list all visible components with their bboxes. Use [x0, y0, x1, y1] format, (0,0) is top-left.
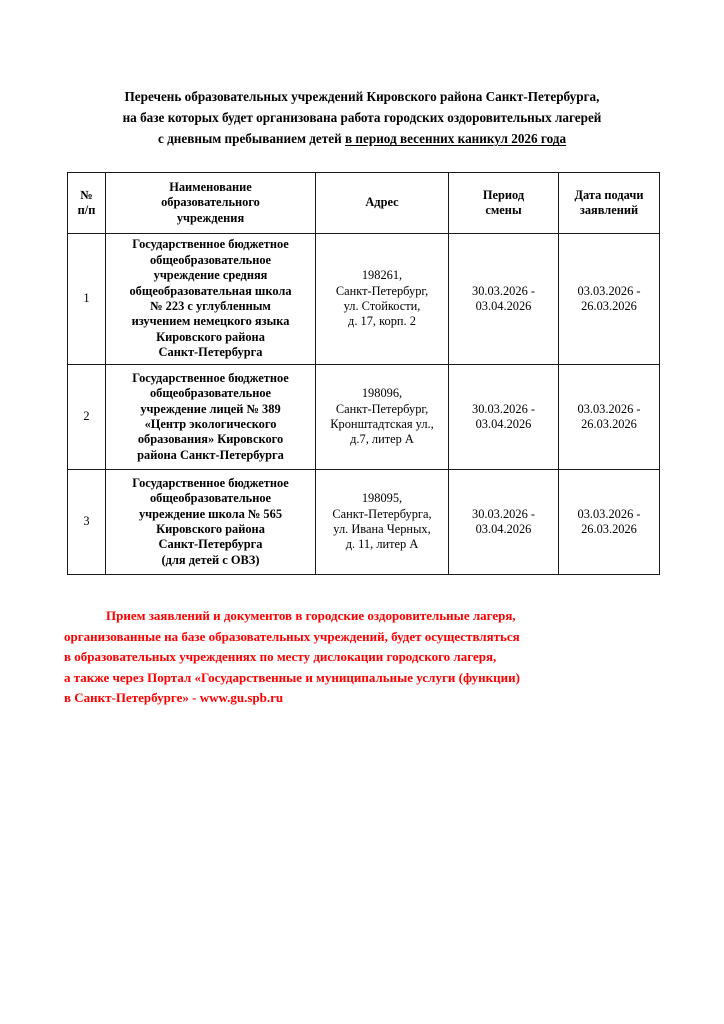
institution-name-line: учреждение средняя: [153, 268, 268, 283]
period-line: 03.04.2026: [475, 299, 532, 313]
table-row: [68, 365, 660, 470]
institution-name: [106, 234, 316, 365]
header-name-line3: учреждения: [176, 210, 245, 225]
header-period-line2: смены: [485, 203, 522, 217]
application-date: [559, 365, 660, 470]
application-date: [559, 234, 660, 365]
institution-name-line: Санкт-Петербурга: [158, 345, 263, 360]
header-num-line2: п/п: [77, 203, 96, 217]
shift-period: [449, 234, 559, 365]
institution-name-line: изучением немецкого языка: [131, 314, 290, 329]
address-line: д. 11, литер А: [345, 537, 419, 552]
header-name-line1: Наименование: [169, 179, 252, 194]
notice-line: а также через Портал «Государственные и муниципальные услуги (функции): [64, 669, 520, 685]
institution-name-line: «Центр экологического: [144, 417, 277, 431]
address-line: д. 17, корп. 2: [348, 314, 416, 329]
row-number: 2: [68, 365, 106, 470]
address-line: ул. Ивана Черных,: [333, 522, 431, 536]
shift-period: [449, 470, 559, 575]
shift-period: [449, 365, 559, 470]
period-line: 03.04.2026: [475, 417, 532, 431]
appdate-line: 03.03.2026 -: [577, 283, 641, 298]
institution-address: [316, 365, 449, 470]
period-line: 30.03.2026 -: [472, 506, 535, 521]
application-date: [559, 470, 660, 575]
notice-line: в образовательных учреждениях по месту дислокации городского лагеря,: [64, 649, 497, 664]
period-line: 30.03.2026 -: [472, 283, 535, 298]
notice-line-text: Прием заявлений и документов в городские оздоровительные лагеря,: [106, 608, 516, 623]
address-line: Кронштадтская ул.,: [330, 417, 434, 431]
header-name-line2: образовательного: [161, 195, 260, 210]
header-appdate: [559, 173, 660, 234]
header-num: [68, 173, 106, 234]
institution-name-line: образования» Кировского: [137, 432, 284, 447]
institution-name-line: Государственное бюджетное: [132, 475, 289, 490]
header-address: Адрес: [316, 173, 449, 234]
institution-name-line: Кировского района: [156, 522, 265, 536]
table-header-row: [68, 173, 660, 234]
institution-name-line: Государственное бюджетное: [132, 370, 289, 385]
institution-name: [106, 470, 316, 575]
institution-name-line: Государственное бюджетное: [132, 237, 289, 252]
appdate-line: 03.03.2026 -: [577, 506, 641, 521]
institution-name-line: № 223 с углубленным: [150, 299, 271, 313]
address-line: Санкт-Петербург,: [335, 401, 429, 416]
address-line: 198095,: [361, 491, 403, 506]
institution-name-line: Кировского района: [156, 329, 265, 344]
institution-name-line: Санкт-Петербурга: [158, 537, 263, 552]
title-underlined-tail: в период весенних каникул 2026 года: [345, 131, 567, 146]
notice-line-url: в Санкт-Петербурге» - www.gu.spb.ru: [64, 690, 284, 705]
notice-line: [64, 606, 661, 627]
appdate-line: 03.03.2026 -: [577, 401, 641, 416]
title-line-3: [62, 128, 662, 149]
appdate-line: 26.03.2026: [581, 522, 637, 536]
notice-line: организованные на базе образовательных учреждений, будет осуществляться: [64, 628, 520, 644]
institution-name: [106, 365, 316, 470]
header-appdate-line2: заявлений: [579, 203, 639, 217]
institutions-table: [67, 172, 660, 575]
address-line: 198096,: [361, 386, 403, 401]
header-name: [106, 173, 316, 234]
period-line: 03.04.2026: [475, 522, 532, 536]
row-number: 3: [68, 470, 106, 575]
institution-name-line: учреждение школа № 565: [138, 506, 283, 521]
institution-name-line: общеобразовательное: [149, 386, 272, 401]
row-number: 1: [68, 234, 106, 365]
appdate-line: 26.03.2026: [581, 417, 637, 431]
institution-name-line: (для детей с ОВЗ): [161, 552, 260, 567]
notice-paragraph: [64, 606, 661, 709]
page-title: [62, 86, 662, 149]
institutions-table-wrap: [67, 172, 659, 575]
table-row: [68, 470, 660, 575]
institution-name-line: района Санкт-Петербурга: [137, 447, 284, 462]
institution-name-line: общеобразовательное: [149, 491, 272, 506]
header-num-line1: №: [80, 187, 93, 202]
title-line-2: на базе которых будет организована работа городских оздоровительных лагерей: [122, 110, 602, 125]
address-line: Санкт-Петербург,: [335, 283, 429, 298]
address-line: д.7, литер А: [350, 432, 414, 447]
institution-name-line: общеобразовательная школа: [129, 283, 292, 298]
header-period-line1: Период: [482, 187, 525, 202]
header-appdate-line1: Дата подачи: [574, 187, 644, 202]
period-line: 30.03.2026 -: [472, 401, 535, 416]
institution-name-line: учреждение лицей № 389: [140, 401, 281, 416]
institution-address: [316, 470, 449, 575]
address-line: ул. Стойкости,: [343, 299, 421, 313]
institution-address: [316, 234, 449, 365]
address-line: Санкт-Петербурга,: [332, 506, 432, 521]
appdate-line: 26.03.2026: [581, 299, 637, 313]
institution-name-line: общеобразовательное: [149, 252, 272, 267]
table-row: [68, 234, 660, 365]
header-period: [449, 173, 559, 234]
title-line-3-plain: с дневным пребыванием детей: [157, 131, 345, 146]
title-line-1: Перечень образовательных учреждений Кировского района Санкт-Петербурга,: [124, 89, 600, 104]
address-line: 198261,: [361, 268, 403, 283]
